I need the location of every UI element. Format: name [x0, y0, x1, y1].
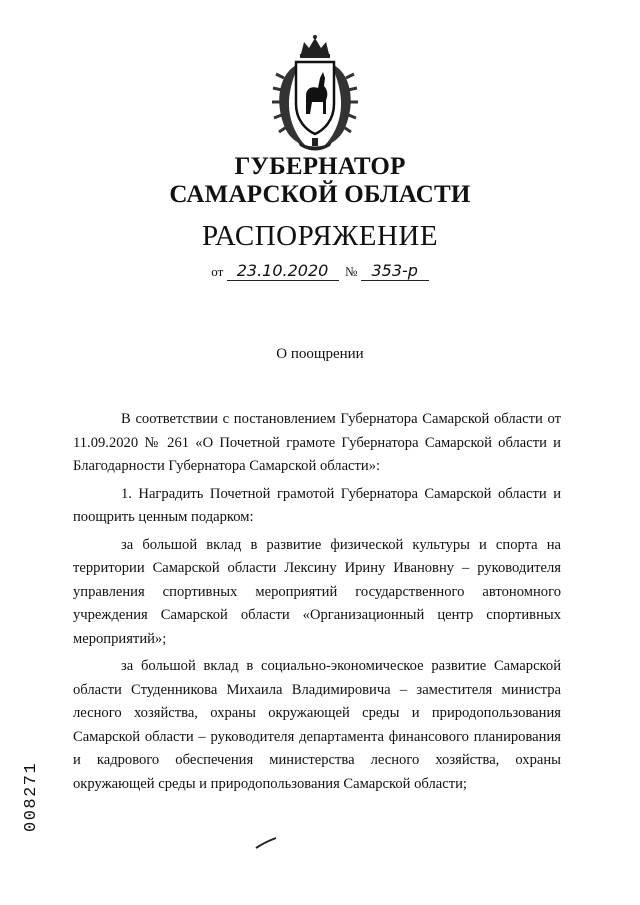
pen-stroke-icon [254, 836, 278, 850]
authority-title-line1: ГУБЕРНАТОР [234, 153, 406, 180]
number-label: № [345, 264, 358, 279]
body-paragraph: за большой вклад в социально-экономическое развитие Самарской области Студенникова Михаила Владимировича – заместителя министра лесного хозяйства, охраны окружающей среды и природопользования Самарской области – руководителя департамента финансового планирования и кадрового обеспечения министерства лесного хозяйства, охраны окружающей среды и природопользования Самарской области; [73, 658, 561, 792]
authority-title-line2: САМАРСКОЙ ОБЛАСТИ [169, 181, 471, 208]
document-subject: О поощрении [276, 346, 364, 362]
date-label: от [211, 264, 224, 279]
body-paragraph: В соответствии с постановлением Губернатора Самарской области от 11.09.2020 № 261 «О Почетной грамоте Губернатора Самарской области и Благодарности Губернатора Самарской области»: [73, 411, 561, 474]
body-paragraph: за большой вклад в развитие физической культуры и спорта на территории Самарской области Лексину Ирину Ивановну – руководителя управления спортивных мероприятий государственного автономного учреждения Самарской области «Организационный центр спортивных мероприятий»; [73, 536, 561, 647]
document-date: 23.10.2020 [227, 262, 339, 281]
body-paragraph: 1. Наградить Почетной грамотой Губернатора Самарской области и поощрить ценным подарком: [73, 485, 561, 525]
margin-registration-number: 008271 [22, 761, 41, 832]
document-number: 353-р [361, 262, 429, 281]
document-body [73, 408, 561, 796]
date-number-line [0, 262, 640, 281]
document-type-title: РАСПОРЯЖЕНИЕ [201, 220, 439, 252]
coat-of-arms-icon [268, 34, 362, 152]
